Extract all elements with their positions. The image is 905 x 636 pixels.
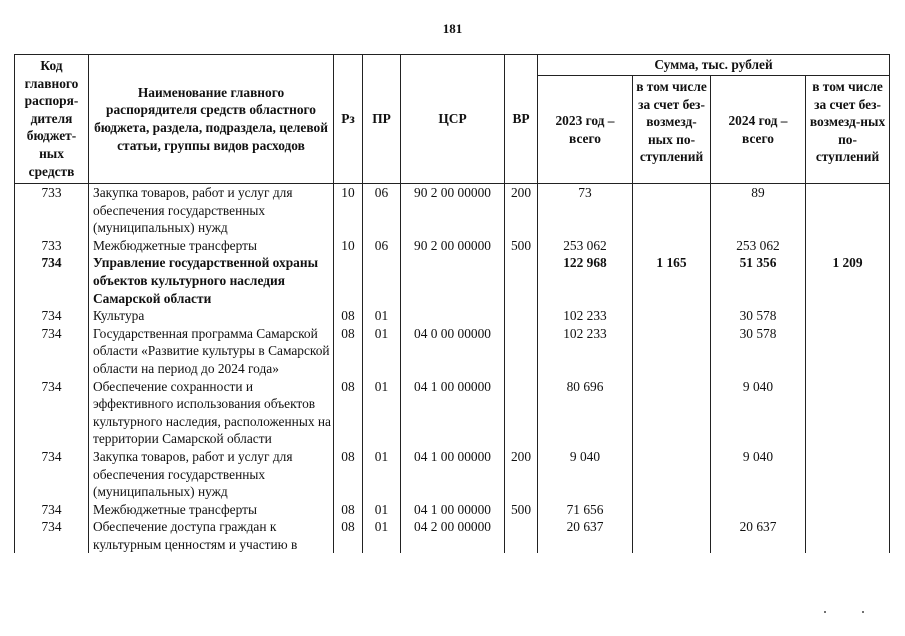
table-row [15, 307, 890, 325]
cell-code: 734 [15, 518, 89, 553]
cell-2024-free [806, 501, 890, 519]
cell-pr: 01 [363, 307, 401, 325]
header-csr: ЦСР [401, 55, 505, 184]
cell-2024-free [806, 307, 890, 325]
header-pr: ПР [363, 55, 401, 184]
cell-2024-total: 253 062 [711, 237, 806, 255]
cell-csr [401, 307, 505, 325]
cell-pr: 01 [363, 518, 401, 553]
cell-code: 734 [15, 325, 89, 378]
cell-2023-total: 20 637 [538, 518, 633, 553]
scan-speck [824, 611, 826, 613]
cell-2023-free [633, 325, 711, 378]
cell-2024-free [806, 184, 890, 237]
cell-pr: 01 [363, 448, 401, 501]
cell-code: 734 [15, 448, 89, 501]
cell-2024-total: 89 [711, 184, 806, 237]
cell-2023-free [633, 448, 711, 501]
cell-2023-free: 1 165 [633, 254, 711, 307]
scan-speck [862, 611, 864, 613]
cell-rz: 08 [334, 378, 363, 448]
cell-code: 733 [15, 184, 89, 237]
table-row [15, 378, 890, 448]
cell-2024-free [806, 378, 890, 448]
header-sum: Сумма, тыс. рублей [538, 55, 890, 76]
cell-rz: 08 [334, 307, 363, 325]
cell-vr: 500 [505, 501, 538, 519]
cell-csr: 04 1 00 00000 [401, 378, 505, 448]
cell-csr: 04 1 00 00000 [401, 448, 505, 501]
table-row [15, 254, 890, 307]
cell-rz [334, 254, 363, 307]
cell-code: 734 [15, 501, 89, 519]
cell-code: 734 [15, 254, 89, 307]
cell-2023-total: 253 062 [538, 237, 633, 255]
cell-vr: 500 [505, 237, 538, 255]
cell-csr: 90 2 00 00000 [401, 184, 505, 237]
cell-2024-free [806, 448, 890, 501]
header-2024-total: 2024 год – всего [711, 76, 806, 184]
table-row [15, 518, 890, 553]
cell-2023-total: 102 233 [538, 307, 633, 325]
cell-vr [505, 518, 538, 553]
cell-pr [363, 254, 401, 307]
cell-csr: 90 2 00 00000 [401, 237, 505, 255]
cell-2024-total: 30 578 [711, 307, 806, 325]
cell-rz: 08 [334, 518, 363, 553]
cell-name: Управление государственной охраны объектов культурного наследия Самарской области [89, 254, 334, 307]
cell-vr [505, 307, 538, 325]
cell-rz: 10 [334, 237, 363, 255]
cell-name: Закупка товаров, работ и услуг для обеспечения государственных (муниципальных) нужд [89, 184, 334, 237]
cell-code: 734 [15, 307, 89, 325]
cell-2024-free [806, 237, 890, 255]
cell-2023-free [633, 237, 711, 255]
cell-name: Обеспечение доступа граждан к культурным ценностям и участию в [89, 518, 334, 553]
cell-2024-total: 30 578 [711, 325, 806, 378]
header-2023-free: в том числе за счет без-возмезд-ных по-ступлений [633, 76, 711, 184]
cell-2024-total: 9 040 [711, 378, 806, 448]
cell-rz: 08 [334, 325, 363, 378]
cell-name: Межбюджетные трансферты [89, 237, 334, 255]
cell-csr: 04 2 00 00000 [401, 518, 505, 553]
table-row [15, 325, 890, 378]
cell-pr: 01 [363, 378, 401, 448]
cell-2024-free [806, 518, 890, 553]
cell-code: 733 [15, 237, 89, 255]
cell-2023-total: 9 040 [538, 448, 633, 501]
cell-name: Культура [89, 307, 334, 325]
header-rz: Рз [334, 55, 363, 184]
cell-csr [401, 254, 505, 307]
header-name: Наименование главного распорядителя средств областного бюджета, раздела, подраздела, целевой статьи, группы видов расходов [89, 55, 334, 184]
cell-2024-free: 1 209 [806, 254, 890, 307]
table-row [15, 501, 890, 519]
cell-pr: 06 [363, 184, 401, 237]
cell-vr: 200 [505, 184, 538, 237]
cell-2023-total: 102 233 [538, 325, 633, 378]
cell-2024-free [806, 325, 890, 378]
cell-2023-total: 122 968 [538, 254, 633, 307]
header-2024-free: в том числе за счет без-возмезд-ных по-ступлений [806, 76, 890, 184]
cell-2024-total: 9 040 [711, 448, 806, 501]
table-row [15, 237, 890, 255]
cell-2024-total [711, 501, 806, 519]
cell-2023-free [633, 184, 711, 237]
cell-code: 734 [15, 378, 89, 448]
cell-2024-total: 20 637 [711, 518, 806, 553]
cell-name: Обеспечение сохранности и эффективного использования объектов культурного наследия, расположенных на территории Самарской области [89, 378, 334, 448]
cell-rz: 08 [334, 501, 363, 519]
cell-csr: 04 0 00 00000 [401, 325, 505, 378]
cell-csr: 04 1 00 00000 [401, 501, 505, 519]
header-vr: ВР [505, 55, 538, 184]
budget-table [14, 54, 890, 553]
cell-2023-free [633, 518, 711, 553]
cell-name: Государственная программа Самарской области «Развитие культуры в Самарской области на период до 2024 года» [89, 325, 334, 378]
page-number: 181 [442, 21, 463, 36]
table-body [15, 184, 890, 554]
cell-2024-total: 51 356 [711, 254, 806, 307]
table-row [15, 448, 890, 501]
cell-vr [505, 325, 538, 378]
table-row [15, 184, 890, 237]
cell-vr: 200 [505, 448, 538, 501]
cell-vr [505, 254, 538, 307]
cell-pr: 06 [363, 237, 401, 255]
cell-name: Межбюджетные трансферты [89, 501, 334, 519]
cell-pr: 01 [363, 325, 401, 378]
cell-2023-free [633, 378, 711, 448]
cell-name: Закупка товаров, работ и услуг для обеспечения государственных (муниципальных) нужд [89, 448, 334, 501]
budget-table-container [14, 54, 889, 553]
cell-2023-total: 71 656 [538, 501, 633, 519]
cell-2023-total: 73 [538, 184, 633, 237]
cell-vr [505, 378, 538, 448]
cell-2023-free [633, 501, 711, 519]
cell-rz: 10 [334, 184, 363, 237]
cell-2023-free [633, 307, 711, 325]
cell-2023-total: 80 696 [538, 378, 633, 448]
cell-rz: 08 [334, 448, 363, 501]
header-code: Код главного распоря-дителя бюджет-ных средств [15, 55, 89, 184]
header-2023-total: 2023 год – всего [538, 76, 633, 184]
cell-pr: 01 [363, 501, 401, 519]
